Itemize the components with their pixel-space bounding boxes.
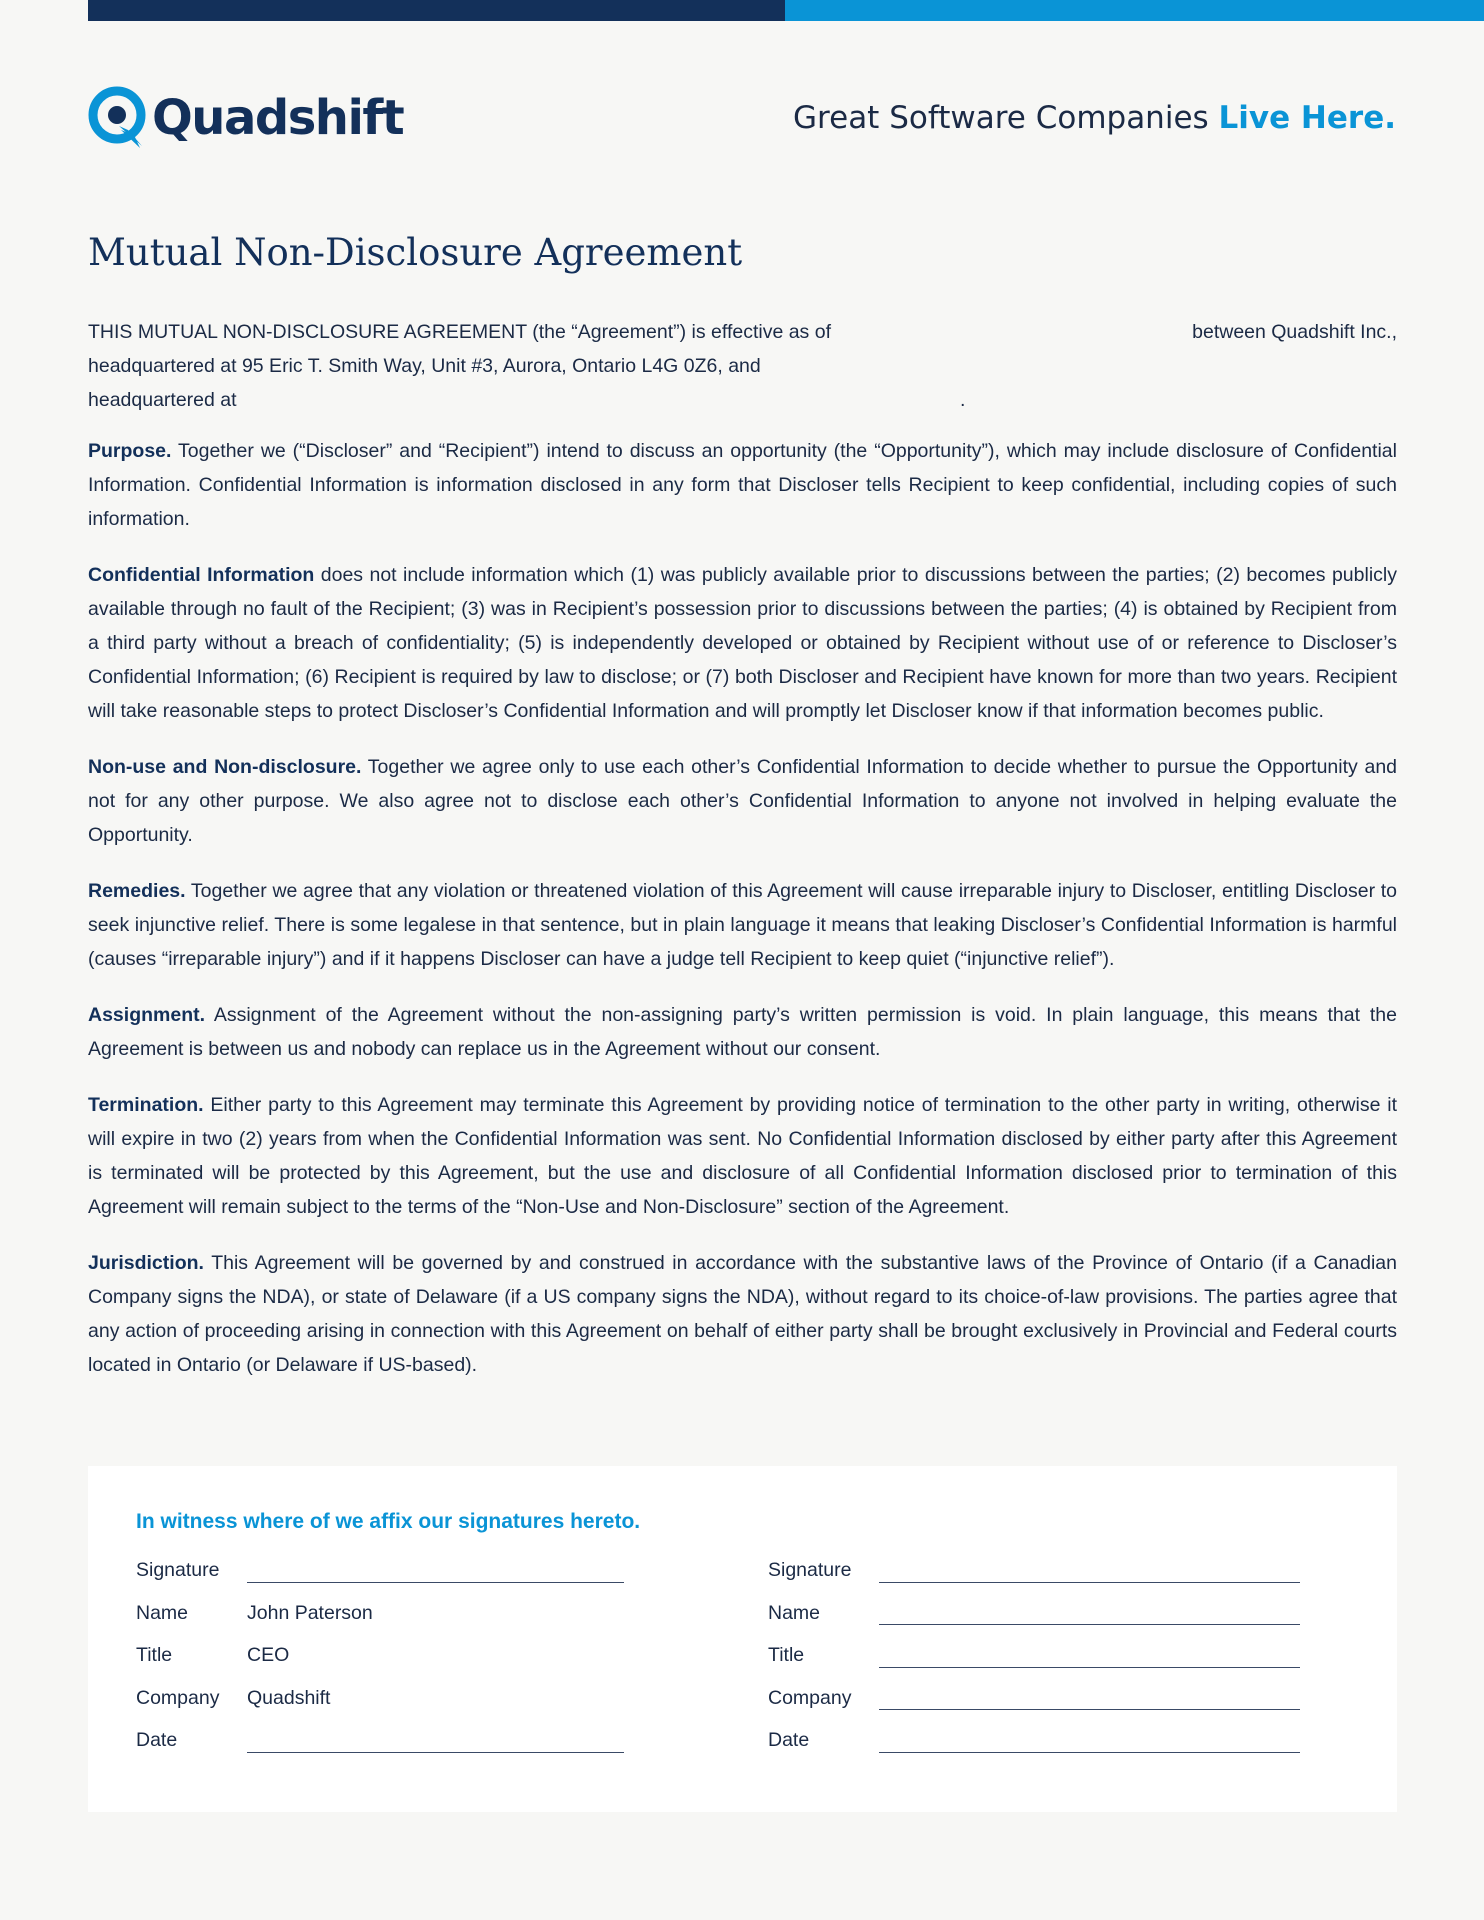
clause-text: This Agreement will be governed by and construed in accordance with the substantive laws of the Province of Ontario (if a Canadian Company signs the NDA), or state of Delaware (if a US company signs the NDA), without regard to its choice-of-law provisions. The parties agree that any action of proceeding arising in connection with this Agreement on behalf of either party shall be brought exclusively in Provincial and Federal courts located in Ontario (or Delaware if US-based).: [88, 1252, 1397, 1376]
clause-text: Together we (“Discloser” and “Recipient”) intend to discuss an opportunity (the “Opportunity”), which may include disclosure of Confidential Information. Confidential Information is information disclosed in any form that Discloser tells Recipient to keep confidential, including copies of such information.: [88, 440, 1397, 530]
field-value: CEO: [247, 1644, 290, 1666]
clause-heading: Non-use and Non-disclosure.: [88, 756, 362, 778]
clause-jurisdiction: [88, 1246, 1397, 1382]
clause-heading: Confidential Information: [88, 564, 315, 586]
field-label: Name: [768, 1601, 821, 1624]
name-row: [136, 1597, 624, 1640]
field-label: Signature: [136, 1559, 220, 1581]
date-row: [136, 1724, 624, 1767]
signature-row: [768, 1554, 1300, 1597]
tagline-prefix: Great Software Companies: [793, 100, 1219, 136]
clause-heading: Jurisdiction.: [88, 1252, 204, 1274]
title-row: [136, 1639, 624, 1682]
clause-heading: Assignment.: [88, 1004, 206, 1026]
top-accent-bar-dark: [88, 0, 785, 21]
clause-heading: Purpose.: [88, 440, 172, 462]
clause-assignment: [88, 998, 1397, 1066]
intro-line-3: headquartered at: [88, 389, 237, 411]
clause-text: Assignment of the Agreement without the non-assigning party’s written permission is void. In plain language, this means that the Agreement is between us and nobody can replace us in the Agreement without our consent.: [88, 1004, 1397, 1060]
date-line[interactable]: [247, 1752, 624, 1753]
intro-line-2: headquartered at 95 Eric T. Smith Way, Unit #3, Aurora, Ontario L4G 0Z6, and: [88, 355, 761, 377]
signature-line[interactable]: [879, 1582, 1300, 1583]
signature-column-counterparty: [768, 1554, 1300, 1767]
witness-statement: In witness where of we affix our signatures hereto.: [136, 1510, 641, 1533]
company-line[interactable]: [879, 1709, 1300, 1710]
field-label: Company: [768, 1686, 852, 1709]
clause-non-use: [88, 750, 1397, 852]
field-value: Quadshift: [247, 1686, 331, 1709]
tagline: [793, 98, 1396, 138]
title-row: [768, 1639, 1300, 1682]
signature-column-quadshift: [136, 1554, 624, 1767]
clause-remedies: [88, 874, 1397, 976]
intro-paragraph: [88, 315, 1397, 417]
clause-heading: Termination.: [88, 1094, 204, 1116]
name-line[interactable]: [879, 1624, 1300, 1625]
clause-text: does not include information which (1) was publicly available prior to discussions between the parties; (2) becomes publicly available through no fault of the Recipient; (3) was in Recipient’s possession prior to discussions between the parties; (4) is obtained by Recipient from a third party without a breach of confidentiality; (5) is independently developed or obtained by Recipient without use of or reference to Discloser’s Confidential Information; (6) Recipient is required by law to disclose; or (7) both Discloser and Recipient have known for more than two years. Recipient will take reasonable steps to protect Discloser’s Confidential Information and will promptly let Discloser know if that information becomes public.: [88, 564, 1397, 722]
field-label: Date: [768, 1729, 810, 1751]
clause-text: Together we agree only to use each other’s Confidential Information to decide whether to pursue the Opportunity and not for any other purpose. We also agree not to disclose each other’s Confidential Information to anyone not involved in helping evaluate the Opportunity.: [88, 756, 1398, 846]
tagline-highlight: Live Here.: [1218, 100, 1396, 136]
logo: [88, 86, 403, 150]
field-label: Title: [136, 1644, 173, 1666]
page-header: [88, 86, 1396, 150]
signature-block: [88, 1466, 1397, 1812]
name-row: [768, 1597, 1300, 1640]
field-value: John Paterson: [247, 1601, 373, 1624]
field-label: Title: [768, 1644, 805, 1666]
title-line[interactable]: [879, 1667, 1300, 1668]
clause-confidential-information: [88, 558, 1397, 728]
clause-heading: Remedies.: [88, 880, 186, 902]
top-accent-bar-blue: [785, 0, 1484, 21]
date-line[interactable]: [879, 1752, 1300, 1753]
field-label: Date: [136, 1729, 178, 1751]
date-row: [768, 1724, 1300, 1767]
intro-line-1-right: between Quadshift Inc.,: [1192, 321, 1397, 343]
clause-text: Together we agree that any violation or threatened violation of this Agreement will cause irreparable injury to Discloser, entitling Discloser to seek injunctive relief. There is some legalese in that sentence, but in plain language it means that leaking Discloser’s Confidential Information is harmful (causes “irreparable injury”) and if it happens Discloser can have a judge tell Recipient to keep quiet (“injunctive relief”).: [88, 880, 1397, 970]
field-label: Name: [136, 1601, 189, 1624]
field-label: Company: [136, 1686, 220, 1709]
intro-line-3-end: .: [960, 389, 966, 411]
signature-row: [136, 1554, 624, 1597]
field-label: Signature: [768, 1559, 852, 1581]
q-speech-bubble-icon: [88, 86, 146, 150]
clause-purpose: [88, 434, 1397, 536]
signature-line[interactable]: [247, 1582, 624, 1583]
company-row: [136, 1682, 624, 1725]
top-accent-bar: [88, 0, 1484, 21]
document-title: Mutual Non-Disclosure Agreement: [88, 231, 743, 274]
intro-line-1: THIS MUTUAL NON-DISCLOSURE AGREEMENT (the “Agreement”) is effective as of: [88, 321, 831, 343]
clause-termination: [88, 1088, 1397, 1224]
clause-text: Either party to this Agreement may terminate this Agreement by providing notice of termination to the other party in writing, otherwise it will expire in two (2) years from when the Confidential Information was sent. No Confidential Information disclosed by either party after this Agreement is terminated will be protected by this Agreement, but the use and disclosure of all Confidential Information disclosed prior to termination of this Agreement will remain subject to the terms of the “Non-Use and Non-Disclosure” section of the Agreement.: [88, 1094, 1397, 1218]
agreement-body: [88, 315, 1397, 1404]
company-row: [768, 1682, 1300, 1725]
logo-text: Quadshift: [152, 90, 404, 146]
